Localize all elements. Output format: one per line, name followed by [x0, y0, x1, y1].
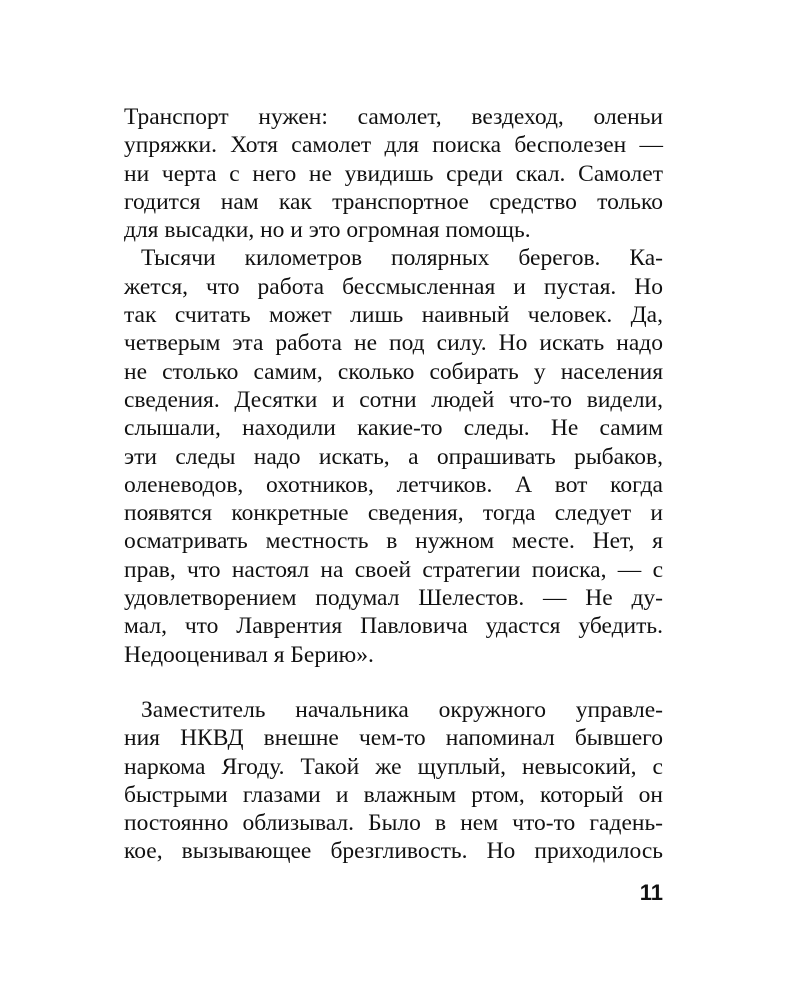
- text-line: появятся конкретные сведения, тогда следует и: [124, 500, 663, 527]
- text-line: мал, что Лаврентия Павловича удастся убедить.: [124, 613, 663, 640]
- text-line: Тысячи километров полярных берегов. Ка-: [141, 245, 663, 272]
- text-line: осматривать местность в нужном месте. Нет, я: [124, 528, 663, 555]
- text-line: наркома Ягоду. Такой же щуплый, невысокий, с: [124, 753, 663, 780]
- paragraph-3: [124, 696, 663, 866]
- text-line: четверым эта работа не под силу. Но искать надо: [124, 330, 663, 357]
- text-line: слышали, находили какие-то следы. Не самим: [124, 415, 663, 442]
- text-line: ния НКВД внешне чем-то напоминал бывшего: [124, 725, 663, 752]
- text-line: эти следы надо искать, а опрашивать рыбаков,: [124, 443, 663, 470]
- text-line: упряжки. Хотя самолет для поиска бесполезен —: [124, 132, 663, 159]
- text-line: жется, что работа бессмысленная и пустая. Но: [124, 273, 663, 300]
- paragraph-1: [124, 103, 663, 244]
- text-line: удовлетворением подумал Шелестов. — Не ду-: [124, 585, 663, 612]
- text-line: Транспорт нужен: самолет, вездеход, оленьи: [124, 104, 663, 130]
- text-line: ни черта с него не увидишь среди скал. Самолет: [124, 160, 663, 187]
- text-line: быстрыми глазами и влажным ртом, который он: [124, 781, 663, 808]
- text-line: Заместитель начальника окружного управле-: [141, 697, 663, 723]
- text-line: годится нам как транспортное средство только: [124, 188, 663, 215]
- text-section-1: [124, 103, 663, 669]
- text-line: для высадки, но и это огромная помощь.: [124, 217, 531, 244]
- page-number: 11: [639, 880, 663, 905]
- text-line: не столько самим, сколько собирать у населения: [124, 358, 663, 385]
- text-line: кое, вызывающее брезгливость. Но приходилось: [124, 838, 663, 865]
- text-line: постоянно облизывал. Было в нем что-то гадень-: [124, 810, 663, 837]
- paragraph-2: [124, 244, 663, 668]
- text-line: так считать может лишь наивный человек. Да,: [124, 302, 663, 329]
- text-line: Недооценивал я Берию».: [124, 641, 374, 668]
- text-line: прав, что настоял на своей стратегии поиска, — с: [124, 556, 663, 583]
- text-section-2: [124, 696, 663, 866]
- text-line: оленеводов, охотников, летчиков. А вот когда: [124, 471, 663, 498]
- text-line: сведения. Десятки и сотни людей что-то видели,: [124, 386, 663, 413]
